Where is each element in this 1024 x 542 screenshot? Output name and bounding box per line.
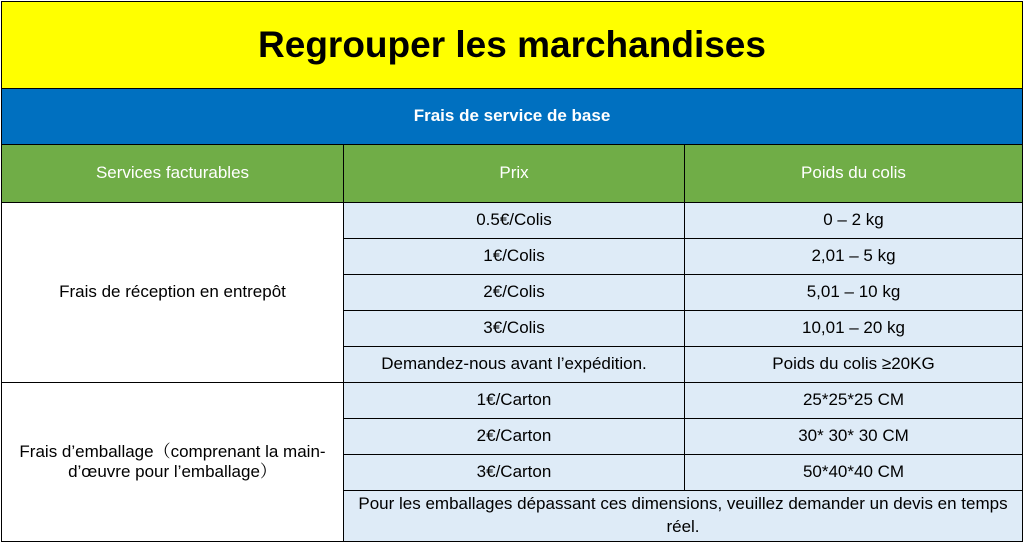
weight-cell: 2,01 – 5 kg xyxy=(685,239,1023,275)
service-reception-label: Frais de réception en entrepôt xyxy=(2,203,344,383)
weight-cell: 0 – 2 kg xyxy=(685,203,1023,239)
price-cell: 2€/Colis xyxy=(344,275,685,311)
table-row xyxy=(2,203,1023,239)
weight-cell: 50*40*40 CM xyxy=(685,455,1023,491)
weight-cell: Poids du colis ≥20KG xyxy=(685,347,1023,383)
weight-cell: 30* 30* 30 CM xyxy=(685,419,1023,455)
column-header-price: Prix xyxy=(344,145,685,203)
price-cell: 3€/Carton xyxy=(344,455,685,491)
price-cell: 2€/Carton xyxy=(344,419,685,455)
weight-cell: 5,01 – 10 kg xyxy=(685,275,1023,311)
service-packaging-label: Frais d’emballage（comprenant la main-d’œuvre pour l’emballage） xyxy=(2,383,344,542)
section-header: Frais de service de base xyxy=(2,89,1023,145)
weight-cell: 25*25*25 CM xyxy=(685,383,1023,419)
price-cell: Demandez-nous avant l’expédition. xyxy=(344,347,685,383)
price-cell: 3€/Colis xyxy=(344,311,685,347)
packaging-note: Pour les emballages dépassant ces dimensions, veuillez demander un devis en temps réel. xyxy=(344,491,1023,542)
column-header-services: Services facturables xyxy=(2,145,344,203)
weight-cell: 10,01 – 20 kg xyxy=(685,311,1023,347)
price-cell: 1€/Colis xyxy=(344,239,685,275)
pricing-table xyxy=(1,1,1023,542)
page-title: Regrouper les marchandises xyxy=(2,2,1023,89)
price-cell: 1€/Carton xyxy=(344,383,685,419)
price-cell: 0.5€/Colis xyxy=(344,203,685,239)
column-header-weight: Poids du colis xyxy=(685,145,1023,203)
table-row xyxy=(2,383,1023,419)
